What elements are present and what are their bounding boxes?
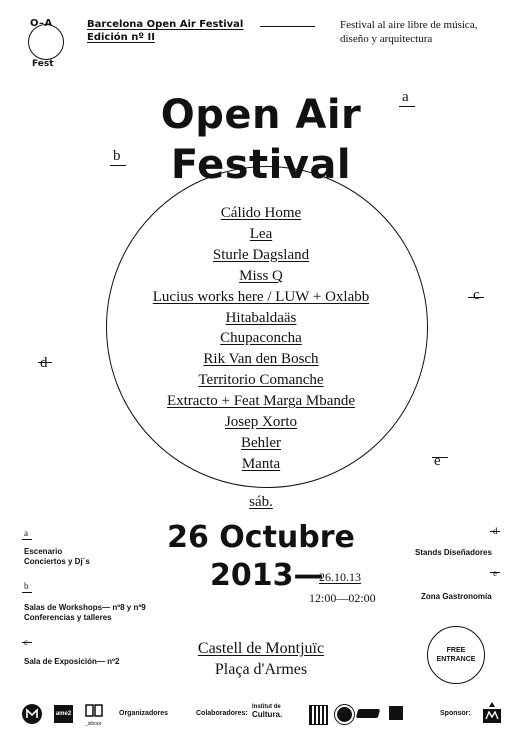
- free-entrance-badge: [427, 626, 485, 684]
- header-title-line1: Barcelona Open Air Festival: [87, 19, 244, 30]
- sponsor-label: Sponsor:: [440, 710, 471, 717]
- artist-link[interactable]: Behler: [241, 434, 281, 451]
- marker-e-line: [432, 457, 448, 458]
- marker-b: b: [113, 148, 121, 164]
- organizer-ame-logo: ame2: [54, 705, 73, 723]
- list-item: [0, 433, 522, 454]
- legend-marker-d-line: [490, 531, 500, 532]
- legend-marker-a-line: [22, 539, 32, 540]
- artist-link[interactable]: Chupaconcha: [220, 330, 302, 347]
- title-line2: Festival: [170, 142, 352, 188]
- list-item: [0, 328, 522, 349]
- free-entrance-line2: ENTRANCE: [436, 656, 476, 663]
- marker-a-line: [399, 106, 415, 107]
- venue-line2: Plaça d'Armes: [214, 661, 308, 678]
- artist-link[interactable]: Miss Q: [239, 267, 283, 284]
- legend-a: [24, 547, 90, 567]
- institut-line2: Cultura.: [252, 710, 283, 719]
- marker-d: d: [40, 355, 48, 371]
- organizer-m-logo: [22, 704, 42, 724]
- collaborator-logo-4: [389, 706, 403, 720]
- legend-marker-d: d: [493, 526, 498, 536]
- sponsor-logo: [481, 701, 503, 730]
- header-description: [340, 18, 477, 46]
- legend-c: Sala de Exposición— nº2: [24, 657, 120, 666]
- logo-top-text: O–A: [30, 18, 53, 29]
- legend-b-line2: Conferencias y talleres: [24, 613, 112, 622]
- legend-d: Stands Diseñadores: [415, 548, 492, 557]
- list-item: [0, 349, 522, 370]
- list-item: [0, 224, 522, 245]
- list-item: [0, 391, 522, 412]
- collaborator-logo-3: [356, 709, 380, 718]
- marker-b-line: [110, 165, 126, 166]
- list-item: [0, 266, 522, 287]
- artist-link[interactable]: Sturle Dagsland: [212, 246, 310, 263]
- organizers-label: Organizadores: [119, 710, 169, 717]
- day-of-week: sáb.: [249, 494, 273, 510]
- logo-bottom-text: Fest: [32, 59, 54, 69]
- legend-b: [24, 603, 146, 623]
- legend-marker-e: e: [493, 568, 497, 578]
- free-entrance-line1: FREE: [446, 647, 466, 654]
- marker-c: c: [473, 287, 480, 303]
- list-item: [0, 287, 522, 308]
- title-line1: Open Air: [160, 92, 362, 138]
- header-title-line2: Edición nº II: [87, 32, 155, 43]
- legend-a-line1: Escenario: [24, 547, 63, 556]
- collaborator-logo-1: [309, 705, 328, 725]
- marker-a: a: [402, 89, 409, 105]
- collaborators-label: Colaboradores:: [196, 710, 248, 717]
- header-description-line2: diseño y arquitectura: [340, 33, 433, 45]
- legend-marker-b: b: [24, 581, 29, 591]
- sponsor-emblem-icon: [481, 701, 503, 725]
- date-numeric: 26.10.13: [319, 570, 361, 584]
- institut-cultura-logo: [252, 703, 282, 719]
- legend-marker-c: c: [24, 637, 28, 647]
- venue-line1: Castell de Montjuïc: [197, 640, 325, 657]
- artist-link[interactable]: Cálido Home: [220, 205, 302, 221]
- institut-line1: Institut de: [252, 704, 281, 710]
- legend-a-line2: Conciertos y Dj´s: [24, 557, 90, 566]
- book-icon: [85, 704, 103, 717]
- date-line2: 2013—: [210, 558, 324, 593]
- artist-link[interactable]: Josep Xorto: [224, 414, 298, 431]
- artist-link[interactable]: Territorio Comanche: [198, 372, 324, 389]
- marker-e: e: [434, 453, 441, 469]
- marker-d-line: [38, 362, 52, 363]
- list-item: [0, 370, 522, 391]
- legend-marker-a: a: [24, 528, 28, 538]
- list-item: [0, 245, 522, 266]
- marker-c-line: [468, 297, 484, 298]
- organizer-siboor-logo: [85, 704, 103, 727]
- list-item: [0, 412, 522, 433]
- legend-marker-b-line: [22, 592, 32, 593]
- artist-link[interactable]: Lea: [249, 225, 273, 242]
- header-divider: [260, 26, 315, 27]
- artist-link[interactable]: Rik Van den Bosch: [203, 351, 319, 368]
- artist-link[interactable]: Extracto + Feat Marga Mbande: [166, 393, 356, 410]
- legend-e: Zona Gastronomía: [421, 592, 492, 601]
- date-line1: 26 Octubre: [167, 520, 355, 555]
- header-description-line1: Festival al aire libre de música,: [340, 19, 478, 31]
- artist-list: [0, 203, 522, 475]
- artist-link[interactable]: Lucius works here / LUW + Oxlabb: [152, 288, 370, 305]
- logo-circle: [28, 24, 64, 60]
- siboor-text: _siboor: [85, 721, 102, 727]
- collaborator-logo-2: [335, 705, 354, 724]
- list-item: [0, 308, 522, 329]
- artist-link[interactable]: Hitabaldaäs: [225, 309, 297, 326]
- event-time: 12:00—02:00: [309, 591, 376, 605]
- header-title: [87, 18, 243, 44]
- legend-b-line1: Salas de Workshops— nº8 y nº9: [24, 603, 146, 612]
- legend-marker-e-line: [490, 572, 500, 573]
- m-logo-icon: [22, 704, 42, 724]
- artist-link[interactable]: Manta: [241, 455, 281, 472]
- list-item: [0, 203, 522, 224]
